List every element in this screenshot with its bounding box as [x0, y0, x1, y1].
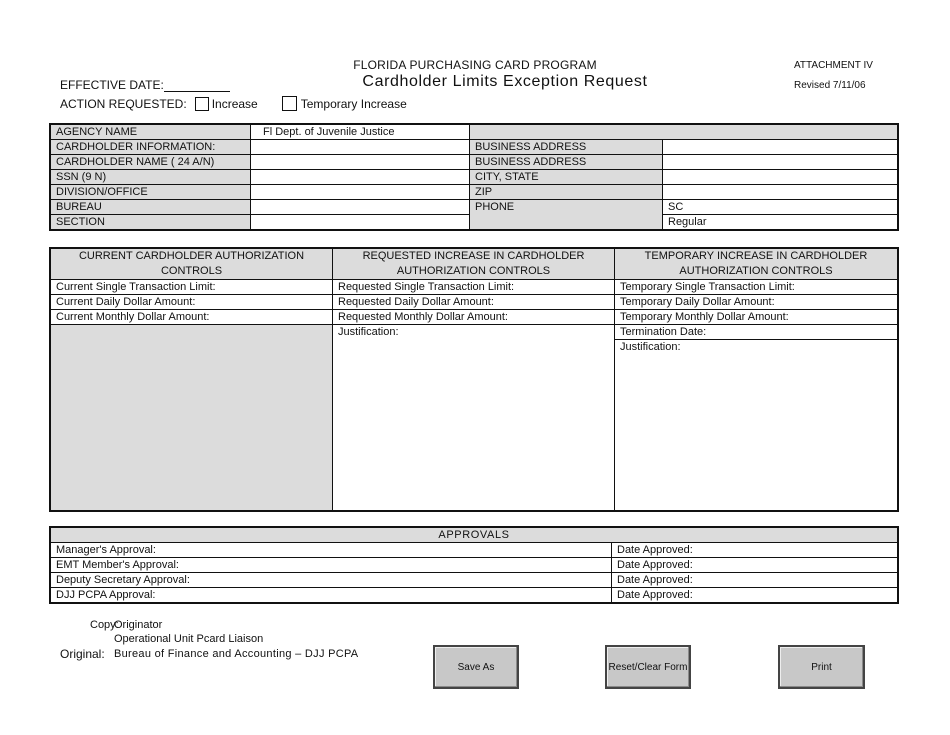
authorization-controls-table	[50, 248, 898, 511]
copy-label: Copy:	[90, 619, 119, 631]
save-as-button[interactable]: Save As	[433, 645, 519, 689]
ssn-field[interactable]	[251, 170, 470, 185]
reset-clear-form-button[interactable]: Reset/Clear Form	[605, 645, 691, 689]
ssn-label: SSN (9 N)	[51, 170, 251, 185]
requested-controls-header: REQUESTED INCREASE IN CARDHOLDER AUTHORIZATION CONTROLS	[333, 249, 615, 280]
temporary-increase-checkbox[interactable]	[282, 96, 297, 111]
current-single-limit-field[interactable]: Current Single Transaction Limit:	[51, 280, 333, 295]
requested-single-limit-field[interactable]: Requested Single Transaction Limit:	[333, 280, 615, 295]
cardholder-info-field[interactable]	[251, 140, 470, 155]
attachment-label: ATTACHMENT IV	[794, 60, 873, 71]
manager-approval-field[interactable]: Manager's Approval:	[51, 543, 612, 558]
temporary-justification-field[interactable]: Justification:	[615, 340, 898, 511]
approvals-table	[50, 527, 898, 603]
division-field[interactable]	[251, 185, 470, 200]
requested-monthly-amount-field[interactable]: Requested Monthly Dollar Amount:	[333, 310, 615, 325]
agency-header-fill	[470, 125, 898, 140]
print-button[interactable]: Print	[778, 645, 865, 689]
cardholder-info-label: CARDHOLDER INFORMATION:	[51, 140, 251, 155]
form-title: Cardholder Limits Exception Request	[362, 73, 648, 90]
cardholder-info-table	[50, 124, 898, 230]
bureau-label: BUREAU	[51, 200, 251, 215]
zip-label: ZIP	[470, 185, 663, 200]
emt-approval-field[interactable]: EMT Member's Approval:	[51, 558, 612, 573]
temporary-increase-label: Temporary Increase	[300, 96, 407, 111]
increase-checkbox[interactable]	[195, 97, 209, 111]
zip-field[interactable]	[663, 185, 898, 200]
original-value: Bureau of Finance and Accounting – DJJ PCPA	[114, 648, 359, 660]
temporary-single-limit-field[interactable]: Temporary Single Transaction Limit:	[615, 280, 898, 295]
original-label: Original:	[60, 647, 105, 661]
section-label: SECTION	[51, 215, 251, 230]
cardholder-name-label: CARDHOLDER NAME ( 24 A/N)	[51, 155, 251, 170]
division-label: DIVISION/OFFICE	[51, 185, 251, 200]
action-requested	[60, 96, 407, 111]
current-daily-amount-field[interactable]: Current Daily Dollar Amount:	[51, 295, 333, 310]
temporary-daily-amount-field[interactable]: Temporary Daily Dollar Amount:	[615, 295, 898, 310]
pcpa-approval-field[interactable]: DJJ PCPA Approval:	[51, 588, 612, 603]
phone-field-2[interactable]: Regular	[663, 215, 898, 230]
city-state-label: CITY, STATE	[470, 170, 663, 185]
program-name: FLORIDA PURCHASING CARD PROGRAM	[353, 58, 597, 72]
requested-justification-field[interactable]: Justification:	[333, 325, 615, 511]
current-controls-blank-area	[51, 325, 333, 511]
business-address-label-1: BUSINESS ADDRESS	[470, 140, 663, 155]
business-address-field-1[interactable]	[663, 140, 898, 155]
revised-label: Revised 7/11/06	[794, 80, 866, 91]
pcpa-date-approved-field[interactable]: Date Approved:	[612, 588, 898, 603]
temporary-monthly-amount-field[interactable]: Temporary Monthly Dollar Amount:	[615, 310, 898, 325]
deputy-date-approved-field[interactable]: Date Approved:	[612, 573, 898, 588]
current-controls-header: CURRENT CARDHOLDER AUTHORIZATION CONTROLS	[51, 249, 333, 280]
requested-daily-amount-field[interactable]: Requested Daily Dollar Amount:	[333, 295, 615, 310]
effective-date-label: EFFECTIVE DATE:	[60, 78, 164, 92]
business-address-label-2: BUSINESS ADDRESS	[470, 155, 663, 170]
manager-date-approved-field[interactable]: Date Approved:	[612, 543, 898, 558]
termination-date-field[interactable]: Termination Date:	[615, 325, 898, 340]
copy-liaison: Operational Unit Pcard Liaison	[114, 633, 264, 645]
effective-date-field[interactable]	[164, 79, 230, 92]
city-state-field[interactable]	[663, 170, 898, 185]
phone-label: PHONE	[470, 200, 663, 230]
section-field[interactable]	[251, 215, 470, 230]
deputy-approval-field[interactable]: Deputy Secretary Approval:	[51, 573, 612, 588]
current-monthly-amount-field[interactable]: Current Monthly Dollar Amount:	[51, 310, 333, 325]
emt-date-approved-field[interactable]: Date Approved:	[612, 558, 898, 573]
copy-originator: Originator	[114, 619, 163, 631]
agency-name-label: AGENCY NAME	[51, 125, 251, 140]
increase-label: Increase	[211, 96, 258, 111]
cardholder-name-field[interactable]	[251, 155, 470, 170]
temporary-controls-header: TEMPORARY INCREASE IN CARDHOLDER AUTHORIZATION CONTROLS	[615, 249, 898, 280]
bureau-field[interactable]	[251, 200, 470, 215]
approvals-header: APPROVALS	[51, 528, 898, 543]
business-address-field-2[interactable]	[663, 155, 898, 170]
action-requested-label: ACTION REQUESTED:	[60, 96, 187, 111]
phone-field-1[interactable]: SC	[663, 200, 898, 215]
effective-date	[60, 78, 230, 92]
agency-name-field[interactable]: Fl Dept. of Juvenile Justice	[251, 125, 470, 140]
